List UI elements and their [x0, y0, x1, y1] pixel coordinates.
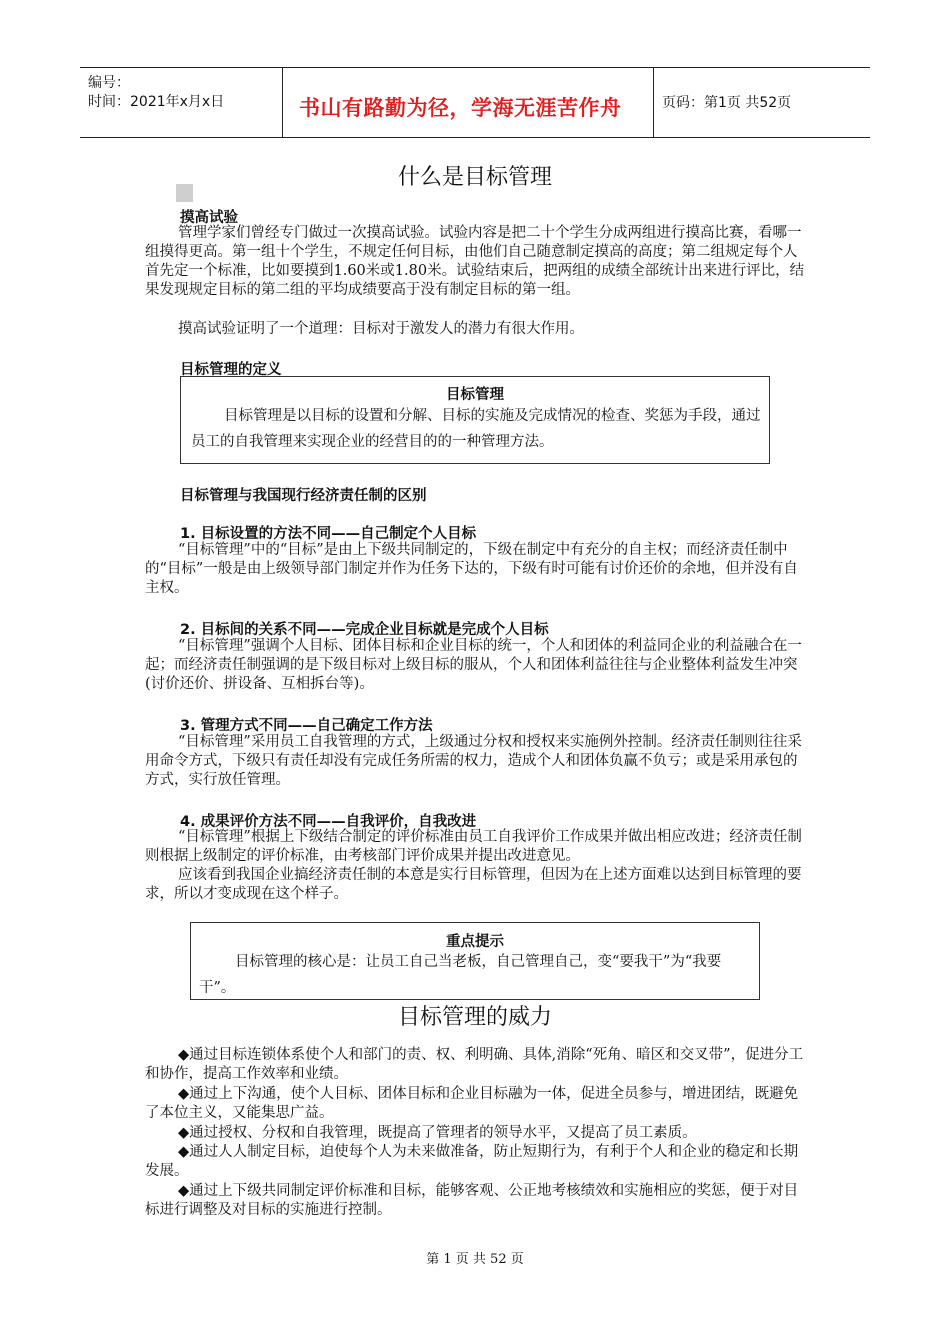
- number-label: 编号：: [88, 75, 130, 91]
- motto-text: 书山有路勤为径，学海无涯苦作舟: [299, 96, 622, 120]
- difference-2-heading: 2. 目标间的关系不同——完成企业目标就是完成个人目标: [180, 622, 549, 638]
- section-title-power: 目标管理的威力: [397, 1005, 552, 1030]
- list-item: ◆通过上下沟通，使个人目标、团体目标和企业目标融为一体，促进全员参与，增进团结，既避免了本位主义，又能集思广益。: [145, 1086, 799, 1121]
- definition-box-title: 目标管理: [446, 387, 504, 403]
- page-info: 页码：第1页 共52页: [662, 95, 792, 111]
- header-meta-cell: [80, 68, 283, 137]
- difference-1-heading: 1. 目标设置的方法不同——自己制定个人目标: [180, 526, 477, 542]
- difference-4-heading: 4. 成果评价方法不同——自我评价，自我改进: [180, 814, 477, 830]
- difference-3-heading: 3. 管理方式不同——自己确定工作方法: [180, 718, 433, 734]
- page-title: 什么是目标管理: [397, 165, 552, 190]
- list-item: ◆通过上下级共同制定评价标准和目标，能够客观、公正地考核绩效和实施相应的奖惩，便于对目标进行调整及对目标的实施进行控制。: [145, 1183, 799, 1218]
- difference-1-text: “目标管理”中的“目标”是由上下级共同制定的，下级在制定中有充分的自主权；而经济责任制中的“目标”一般是由上级领导部门制定并作为任务下达的，下级有时可能有讨价还价的余地，但并没有自主权。: [145, 542, 798, 596]
- tip-box: [190, 922, 760, 1000]
- list-item: ◆通过人人制定目标，迫使每个人为未来做准备，防止短期行为，有利于个人和企业的稳定和长期发展。: [145, 1144, 799, 1179]
- section-heading-differences: 目标管理与我国现行经济责任制的区别: [180, 488, 427, 504]
- page-footer: 第 1 页 共 52 页: [426, 1252, 524, 1267]
- tip-box-text: 目标管理的核心是：让员工自己当老板，自己管理自己，变“要我干”为“我要干”。: [199, 954, 722, 996]
- difference-4-text: “目标管理”根据上下级结合制定的评价标准由员工自我评价工作成果并做出相应改进；经济责任制则根据上级制定的评价标准，由考核部门评价成果并提出改进意见。: [145, 829, 802, 864]
- section-heading-moga: 摸高试验: [180, 210, 238, 226]
- list-item: ◆通过授权、分权和自我管理，既提高了管理者的领导水平，又提高了员工素质。: [178, 1125, 697, 1141]
- header-motto-cell: [283, 68, 654, 137]
- definition-box: [180, 376, 770, 464]
- time-label: 时间：2021年x月x日: [88, 94, 225, 110]
- difference-note: 应该看到我国企业搞经济责任制的本意是实行目标管理，但因为在上述方面难以达到目标管理的要求，所以才变成现在这个样子。: [145, 867, 802, 902]
- page-header: [80, 67, 870, 138]
- difference-2-text: “目标管理”强调个人目标、团体目标和企业目标的统一，个人和团体的利益同企业的利益融合在一起；而经济责任制强调的是下级目标对上级目标的服从，个人和团体利益往往与企业整体利益发生冲突(讨价还价、拼设备、互相拆台等)。: [145, 638, 802, 692]
- tip-box-title: 重点提示: [446, 934, 504, 950]
- paragraph-experiment: 管理学家们曾经专门做过一次摸高试验。试验内容是把二十个学生分成两组进行摸高比赛，看哪一组摸得更高。第一组十个学生，不规定任何目标，由他们自己随意制定摸高的高度；第二组规定每个人首先定一个标准，比如要摸到1.60米或1.80米。试验结束后，把两组的成绩全部统计出来进行评比，结果发现规定目标的第二组的平均成绩要高于没有制定目标的第一组。: [145, 225, 805, 298]
- list-item: ◆通过目标连锁体系使个人和部门的责、权、利明确、具体,消除“死角、暗区和交叉带”，促进分工和协作，提高工作效率和业绩。: [145, 1047, 804, 1082]
- difference-3-text: “目标管理”采用员工自我管理的方式，上级通过分权和授权来实施例外控制。经济责任制则往往采用命令方式，下级只有责任却没有完成任务所需的权力，造成个人和团体负赢不负亏；或是采用承包的方式，实行放任管理。: [145, 734, 802, 788]
- paragraph-conclusion: 摸高试验证明了一个道理：目标对于激发人的潜力有很大作用。: [178, 321, 584, 337]
- gray-marker: [176, 184, 193, 202]
- section-heading-definition: 目标管理的定义: [180, 362, 282, 378]
- definition-box-text: 目标管理是以目标的设置和分解、目标的实施及完成情况的检查、奖惩为手段，通过员工的自我管理来实现企业的经营目的的一种管理方法。: [191, 408, 761, 450]
